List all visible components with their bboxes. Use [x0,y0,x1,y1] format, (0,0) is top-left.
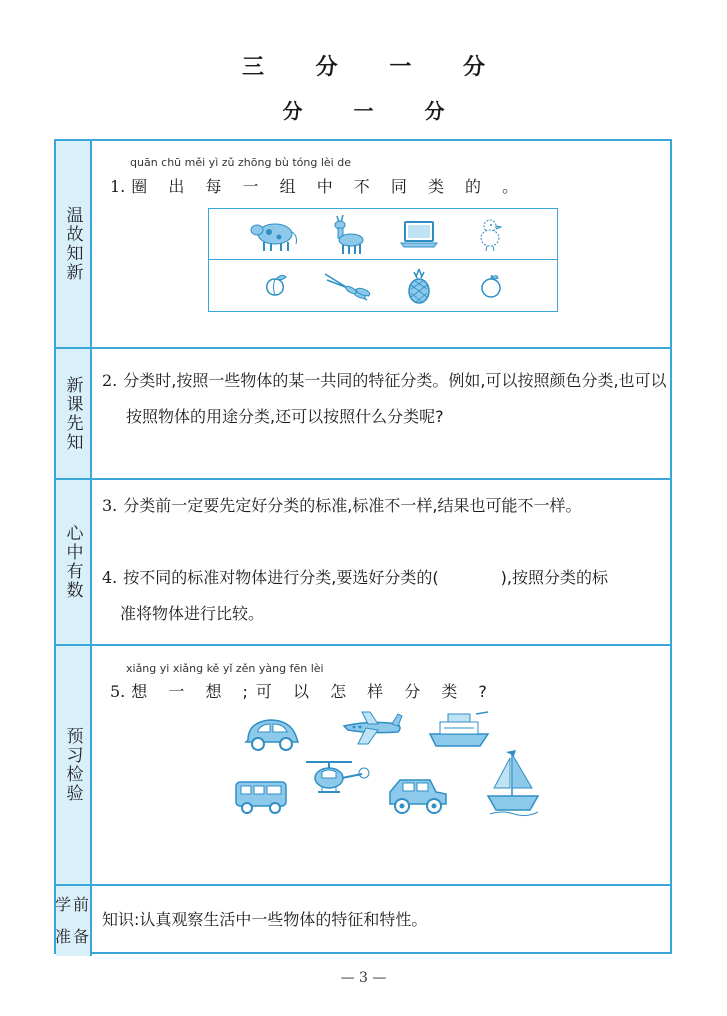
q3-text: 分类前一定要先定好分类的标准,标准不一样,结果也可能不一样。 [123,496,582,515]
q3-number: 3. [102,496,118,515]
row-label-prep-line1: 学前 [55,895,92,914]
q1-text: 圈 出 每 一 组 中 不 同 类 的 。 [131,177,527,196]
deer-icon[interactable] [319,213,375,255]
row-label-review: 温故知新 [62,206,83,282]
chapter-title: 三 分 一 分 [242,55,507,80]
q4-number: 4. [102,568,118,587]
q4-text-a: 按不同的标准对物体进行分类,要选好分类的( [123,568,439,587]
helicopter-icon[interactable] [302,756,372,806]
picture-row-1 [209,209,557,260]
row-content [92,646,670,884]
cow-icon[interactable] [247,213,303,255]
q2-number: 2. [102,371,118,390]
vehicle-pictures [232,706,552,824]
q5-line [110,679,495,702]
pineapple-icon[interactable] [391,265,447,307]
laptop-icon[interactable] [391,213,447,255]
sailboat-icon[interactable] [486,748,542,822]
airplane-icon[interactable] [340,708,404,752]
apple-icon[interactable] [463,265,519,307]
q3-paragraph [102,488,670,524]
row-content [92,349,670,478]
worksheet-table [54,139,672,954]
row-label-mind: 心中有数 [62,524,83,600]
row-prep [56,886,670,956]
q1-number: 1. [110,177,126,196]
q2-text: 分类时,按照一些物体的某一共同的特征分类。例如,可以按照颜色分类,也可以按照物体的用途分类,还可以按照什么分类呢? [123,371,667,426]
q1-pinyin: quān chū měi yì zǔ zhōng bù tóng lèi de [130,156,351,169]
q5-number: 5. [110,682,126,701]
row-label-cell [56,349,92,478]
picture-row-2 [209,260,557,311]
row-content [92,141,670,347]
page-number: — 3 — [340,970,387,986]
q5-text: 想 一 想 ;可 以 怎 样 分 类 ? [131,682,495,701]
q4-text-b: ),按照分类的标 [500,568,608,587]
q4-paragraph [102,560,670,632]
row-content [92,480,670,644]
lesson-title: 分 一 分 [282,99,467,123]
jeep-icon[interactable] [386,772,450,820]
ship-icon[interactable] [428,710,492,754]
q1-line [110,174,526,197]
row-mind [56,480,670,646]
row-label-cell [56,480,92,644]
row-label-practice: 预习检验 [62,727,83,803]
row-label-prep-line2: 准备 [55,927,92,946]
q5-pinyin: xiǎng yi xiǎng kě yǐ zěn yàng fēn lèi [126,662,324,675]
row-preview [56,349,670,480]
q2-paragraph [102,363,670,435]
row-label-preview: 新课先知 [62,375,83,452]
q4-text-c: 准将物体进行比较。 [120,604,265,623]
peach-icon[interactable] [247,265,303,307]
row-review [56,141,670,349]
row-label-cell [56,886,92,956]
bus-icon[interactable] [232,776,290,820]
prep-text: 知识:认真观察生活中一些物体的特征和特性。 [102,910,428,929]
wheat-icon[interactable] [319,265,375,307]
picture-box [208,208,558,312]
row-practice [56,646,670,886]
row-content [92,886,670,956]
row-label-cell [56,141,92,347]
car-icon[interactable] [242,714,302,758]
row-label-cell [56,646,92,884]
chick-icon[interactable] [463,213,519,255]
